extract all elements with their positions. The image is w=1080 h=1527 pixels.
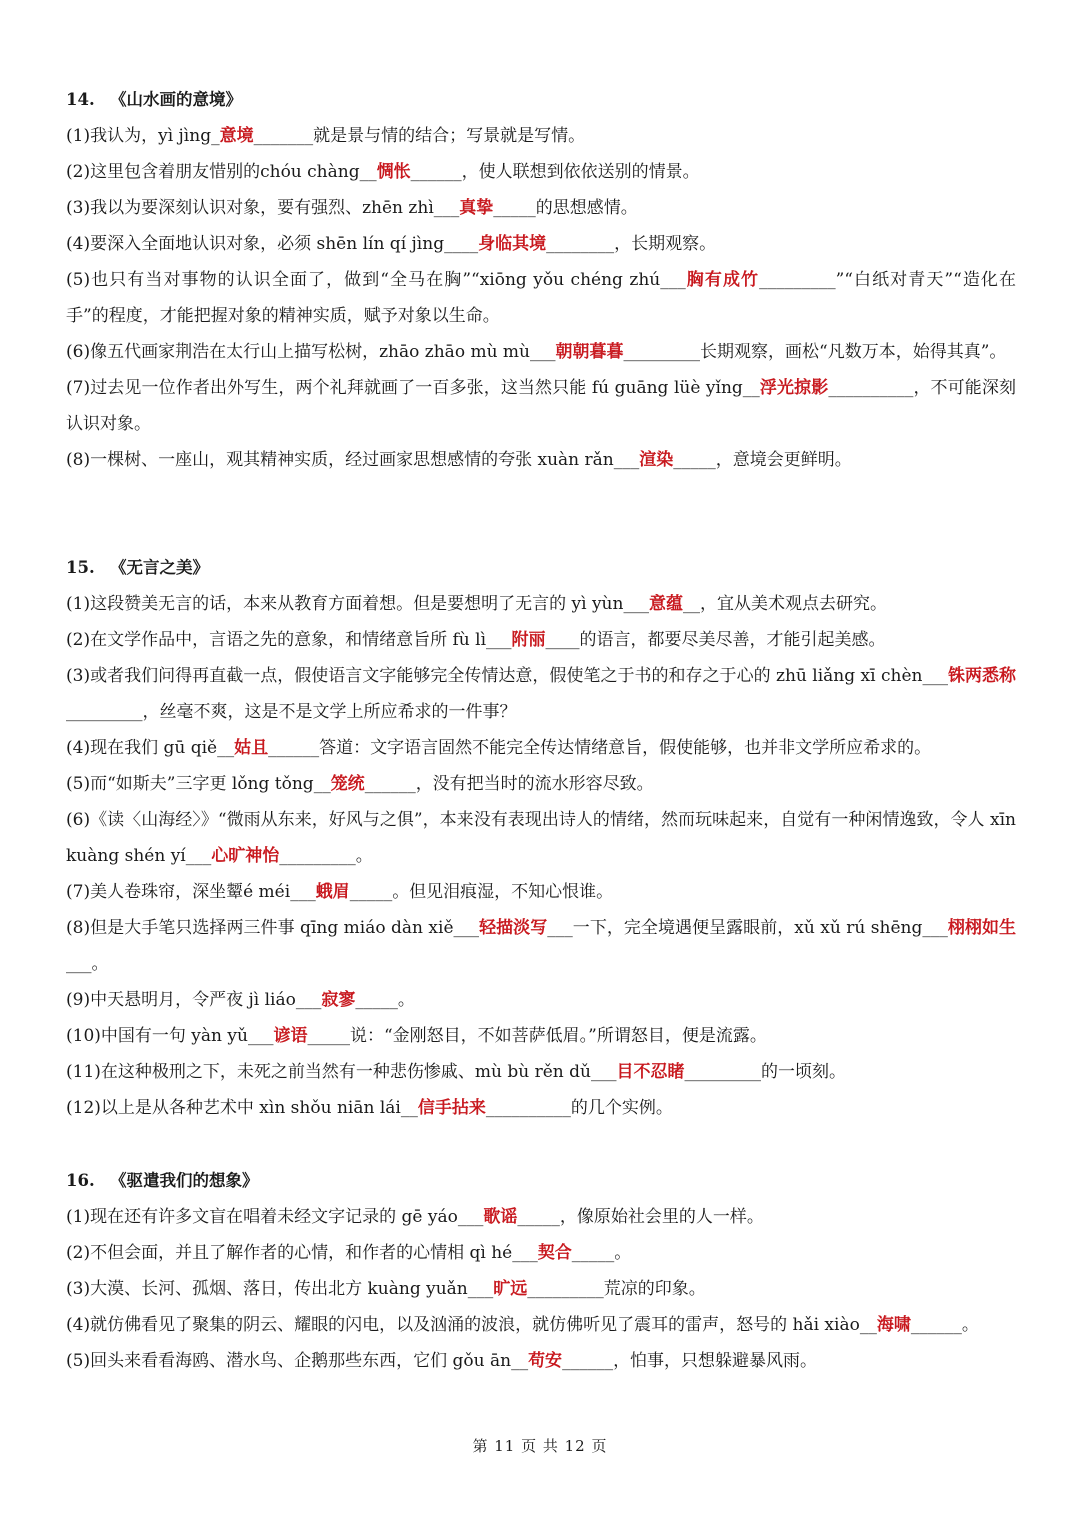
item-text: 回头来看看海鸥、潜水鸟、企鹅那些东西，它们 gǒu ān <box>90 1351 512 1371</box>
item-text: 的几个实例。 <box>570 1098 673 1118</box>
item-index: (2) <box>66 162 91 182</box>
question-item <box>66 118 1016 154</box>
item-index: (1) <box>66 1207 91 1227</box>
question-item <box>66 766 1016 802</box>
item-text: 过去见一位作者出外写生，两个礼拜就画了一百多张，这当然只能 fú guāng lüè yǐng <box>90 378 743 398</box>
item-text: 也只有当对事物的认识全面了，做到“全马在胸”“xiōng yǒu chéng zhú <box>90 270 661 290</box>
item-text: 就仿佛看见了聚集的阴云、耀眼的闪电，以及汹涌的波浪，就仿佛听见了震耳的雷声，怒号的 hǎi xiào <box>90 1315 860 1335</box>
item-index: (11) <box>66 1062 101 1082</box>
item-text: 长期观察，画松“凡数万本，始得其真”。 <box>700 342 1007 362</box>
question-item <box>66 622 1016 658</box>
blank-line: __ <box>400 1098 418 1118</box>
item-index: (4) <box>66 738 91 758</box>
blank-line: ______ <box>562 1351 614 1371</box>
answer-text: 信手拈来 <box>417 1098 486 1118</box>
blank-line: ____ <box>545 630 580 650</box>
question-item <box>66 586 1016 622</box>
item-text: 的思想感情。 <box>535 198 638 218</box>
page-footer: 第 11 页 共 12 页 <box>472 1437 608 1455</box>
blank-line: __ <box>682 594 700 614</box>
answer-text: 铢两悉称 <box>947 666 1017 686</box>
item-text: ，宜从美术观点去研究。 <box>699 594 887 614</box>
answer-text: 姑且 <box>234 738 269 758</box>
blank-line: ___ <box>922 666 948 686</box>
blank-line: _____ <box>493 198 536 218</box>
blank-line: __________ <box>485 1098 571 1118</box>
blank-line: __ <box>511 1351 529 1371</box>
blank-line: _________ <box>623 342 700 362</box>
answer-text: 寂寥 <box>321 990 356 1010</box>
section-15 <box>66 550 1016 1126</box>
question-item <box>66 730 1016 766</box>
item-index: (10) <box>66 1026 101 1046</box>
answer-text: 轻描淡写 <box>479 918 548 938</box>
answer-text: 栩栩如生 <box>947 918 1017 938</box>
item-index: (2) <box>66 630 91 650</box>
item-text: 像五代画家荆浩在太行山上描写松树，zhāo zhāo mù mù <box>90 342 530 362</box>
item-text: 《读〈山海经〉》“微雨从东来，好风与之俱”，本来没有表现出诗人的情绪，然而玩味起来，自觉有一种闲情逸致，令人 xīn kuàng shén yí <box>66 810 1016 866</box>
item-text: 在这种极刑之下，未死之前当然有一种悲伤惨戚、mù bù rěn dǔ <box>100 1062 591 1082</box>
blank-line: ______ <box>268 738 320 758</box>
question-item <box>66 658 1016 730</box>
answer-text: 意境 <box>219 126 254 146</box>
answer-text: 目不忍睹 <box>616 1062 685 1082</box>
item-text: 以上是从各种艺术中 xìn shǒu niān lái <box>100 1098 401 1118</box>
item-text: 一棵树、一座山，观其精神实质，经过画家思想感情的夸张 xuàn rǎn <box>90 450 614 470</box>
item-text: ，像原始社会里的人一样。 <box>559 1207 764 1227</box>
answer-text: 身临其境 <box>478 234 547 254</box>
item-index: (8) <box>66 450 91 470</box>
item-index: (4) <box>66 1315 91 1335</box>
section-heading <box>66 1163 1016 1199</box>
item-text: 这里包含着朋友惜别的chóu chàng <box>90 162 360 182</box>
section-title: 《无言之美》 <box>110 558 209 577</box>
item-text: 这段赞美无言的话，本来从教育方面着想。但是要想明了无言的 yì yùn <box>90 594 624 614</box>
blank-line: ___ <box>290 882 316 902</box>
item-index: (7) <box>66 882 91 902</box>
blank-line: ___ <box>66 954 92 974</box>
item-index: (1) <box>66 126 91 146</box>
item-list <box>66 586 1016 1126</box>
question-item <box>66 982 1016 1018</box>
blank-line: _ <box>211 126 220 146</box>
item-text: 就是景与情的结合；写景就是写情。 <box>313 126 586 146</box>
blank-line: ___ <box>613 450 640 470</box>
blank-line: _____ <box>517 1207 560 1227</box>
blank-line: _________ <box>759 270 836 290</box>
question-item <box>66 1199 1016 1235</box>
section-heading <box>66 550 1016 586</box>
item-text: 。 <box>91 954 109 974</box>
item-text: ，没有把当时的流水形容尽致。 <box>415 774 654 794</box>
blank-line: ___ <box>547 918 573 938</box>
blank-line: ___ <box>453 918 480 938</box>
blank-line: _________ <box>527 1279 604 1299</box>
blank-line: _____ <box>307 1026 350 1046</box>
question-item <box>66 1018 1016 1054</box>
item-text: 。 <box>355 846 373 866</box>
item-index: (3) <box>66 1279 91 1299</box>
section-16 <box>66 1163 1016 1379</box>
answer-text: 浮光掠影 <box>759 378 829 398</box>
item-text: ，长期观察。 <box>614 234 717 254</box>
item-text: 的一顷刻。 <box>760 1062 846 1082</box>
item-text: 。 <box>397 990 415 1010</box>
item-text: 的语言，都要尽美尽善，才能引起美感。 <box>579 630 886 650</box>
question-item <box>66 1343 1016 1379</box>
item-text: ”“白纸对青天”“造化在手”的程度，才能把握对象的精神实质，赋予对象以生命。 <box>66 270 1016 326</box>
item-index: (8) <box>66 918 91 938</box>
item-index: (2) <box>66 1243 91 1263</box>
blank-line: _____ <box>355 990 398 1010</box>
answer-text: 真挚 <box>459 198 494 218</box>
blank-line: ___ <box>590 1062 617 1082</box>
blank-line: __ <box>859 1315 877 1335</box>
item-text: 答道：文字语言固然不能完全传达情绪意旨，假使能够，也并非文学所应希求的。 <box>319 738 932 758</box>
answer-text: 蛾眉 <box>315 882 350 902</box>
blank-line: ______ <box>910 1315 962 1335</box>
item-index: (5) <box>66 774 91 794</box>
blank-line: __ <box>359 162 377 182</box>
item-text: 或者我们问得再直截一点，假使语言文字能够完全传情达意，假使笔之于书的和存之于心的 zhū liǎng xī chèn <box>90 666 923 686</box>
item-text: 中国有一句 yàn yǔ <box>100 1026 248 1046</box>
item-text: 。 <box>961 1315 979 1335</box>
answer-text: 苟安 <box>528 1351 563 1371</box>
blank-line: ___ <box>922 918 948 938</box>
item-text: 说：“金刚怒目，不如菩萨低眉。”所谓怒目，便是流露。 <box>349 1026 767 1046</box>
item-text: 我以为要深刻认识对象，要有强烈、zhēn zhì <box>90 198 434 218</box>
section-heading <box>66 82 1016 118</box>
question-item <box>66 1235 1016 1271</box>
question-item <box>66 154 1016 190</box>
item-text: 现在我们 gū qiě <box>90 738 218 758</box>
question-item <box>66 190 1016 226</box>
item-index: (6) <box>66 810 91 830</box>
item-text: 大漠、长河、孤烟、落日，传出北方 kuàng yuǎn <box>90 1279 468 1299</box>
item-text: 要深入全面地认识对象，必须 shēn lín qí jìng <box>90 234 445 254</box>
item-list <box>66 1199 1016 1379</box>
item-text: 美人卷珠帘，深坐颦é méi <box>90 882 291 902</box>
blank-line: ___ <box>530 342 556 362</box>
blank-line: ___ <box>247 1026 274 1046</box>
blank-line: ___ <box>467 1279 494 1299</box>
blank-line: ______ <box>364 774 416 794</box>
blank-line: ___ <box>185 846 212 866</box>
blank-line: ________ <box>546 234 615 254</box>
item-index: (6) <box>66 342 91 362</box>
question-item <box>66 1090 1016 1126</box>
answer-text: 契合 <box>537 1243 572 1263</box>
blank-line: _____ <box>349 882 393 902</box>
section-number: 14. <box>66 90 95 109</box>
blank-line: _________ <box>66 702 143 722</box>
section-title: 《驱遣我们的想象》 <box>110 1171 259 1190</box>
blank-line: ___ <box>486 630 512 650</box>
blank-line: _____ <box>673 450 716 470</box>
answer-text: 心旷神怡 <box>211 846 280 866</box>
item-text: 不但会面，并且了解作者的心情，和作者的心情相 qì hé <box>90 1243 513 1263</box>
item-text: ，丝毫不爽，这是不是文学上所应希求的一件事？ <box>142 702 517 722</box>
answer-text: 朝朝暮暮 <box>555 342 624 362</box>
item-list <box>66 118 1016 478</box>
item-index: (3) <box>66 666 91 686</box>
item-text: ，意境会更鲜明。 <box>715 450 852 470</box>
blank-line: ___ <box>457 1207 484 1227</box>
item-text: ，使人联想到依依送别的情景。 <box>461 162 700 182</box>
item-index: (12) <box>66 1098 101 1118</box>
blank-line: ____ <box>444 234 479 254</box>
item-text: 现在还有许多文盲在唱着未经文字记录的 gē yáo <box>90 1207 458 1227</box>
question-item <box>66 1307 1016 1343</box>
item-text: 一下，完全境遇便呈露眼前，xǔ xǔ rú shēng <box>572 918 923 938</box>
answer-text: 渲染 <box>639 450 674 470</box>
answer-text: 歌谣 <box>483 1207 518 1227</box>
answer-text: 意蕴 <box>648 594 683 614</box>
blank-line: _________ <box>684 1062 761 1082</box>
item-text: ，怕事，只想躲避暴风雨。 <box>613 1351 818 1371</box>
blank-line: __ <box>217 738 235 758</box>
item-text: 而“如斯夫”三字更 lǒng tǒng <box>90 774 314 794</box>
section-number: 15. <box>66 558 95 577</box>
item-index: (7) <box>66 378 91 398</box>
blank-line: _____ <box>571 1243 615 1263</box>
item-index: (5) <box>66 270 91 290</box>
answer-text: 附丽 <box>511 630 546 650</box>
blank-line: ___ <box>623 594 649 614</box>
section-title: 《山水画的意境》 <box>110 90 242 109</box>
answer-text: 旷远 <box>493 1279 528 1299</box>
blank-line: __ <box>313 774 331 794</box>
answer-text: 谚语 <box>273 1026 308 1046</box>
question-item <box>66 334 1016 370</box>
answer-text: 海啸 <box>876 1315 911 1335</box>
question-item <box>66 1054 1016 1090</box>
item-index: (9) <box>66 990 91 1010</box>
blank-line: _________ <box>279 846 356 866</box>
section-number: 16. <box>66 1171 95 1190</box>
question-item <box>66 262 1016 334</box>
item-text: 中天悬明月，令严夜 jì liáo <box>90 990 296 1010</box>
item-text: 。 <box>614 1243 632 1263</box>
item-text: ，不可能深刻认识对象。 <box>66 378 1016 434</box>
answer-text: 惆怅 <box>376 162 411 182</box>
item-text: 在文学作品中，言语之先的意象，和情绪意旨所 fù lì <box>90 630 487 650</box>
question-item <box>66 802 1016 874</box>
question-item <box>66 370 1016 442</box>
blank-line: ___ <box>295 990 322 1010</box>
question-item <box>66 874 1016 910</box>
item-text: 但是大手笔只选择两三件事 qīng miáo dàn xiě <box>90 918 454 938</box>
blank-line: _______ <box>253 126 314 146</box>
question-item <box>66 910 1016 982</box>
answer-text: 笼统 <box>330 774 365 794</box>
blank-line: ___ <box>433 198 460 218</box>
item-text: 荒凉的印象。 <box>603 1279 706 1299</box>
item-text: 。但见泪痕湿，不知心恨谁。 <box>392 882 614 902</box>
item-index: (3) <box>66 198 91 218</box>
blank-line: ___ <box>512 1243 538 1263</box>
item-text: 我认为，yì jìng <box>90 126 212 146</box>
blank-line: __________ <box>828 378 914 398</box>
blank-line: ___ <box>660 270 686 290</box>
blank-line: __ <box>742 378 760 398</box>
item-index: (4) <box>66 234 91 254</box>
item-index: (5) <box>66 1351 91 1371</box>
question-item <box>66 1271 1016 1307</box>
question-item <box>66 226 1016 262</box>
section-14 <box>66 82 1016 478</box>
question-item <box>66 442 1016 478</box>
answer-text: 胸有成竹 <box>685 270 760 290</box>
blank-line: ______ <box>410 162 462 182</box>
item-index: (1) <box>66 594 91 614</box>
